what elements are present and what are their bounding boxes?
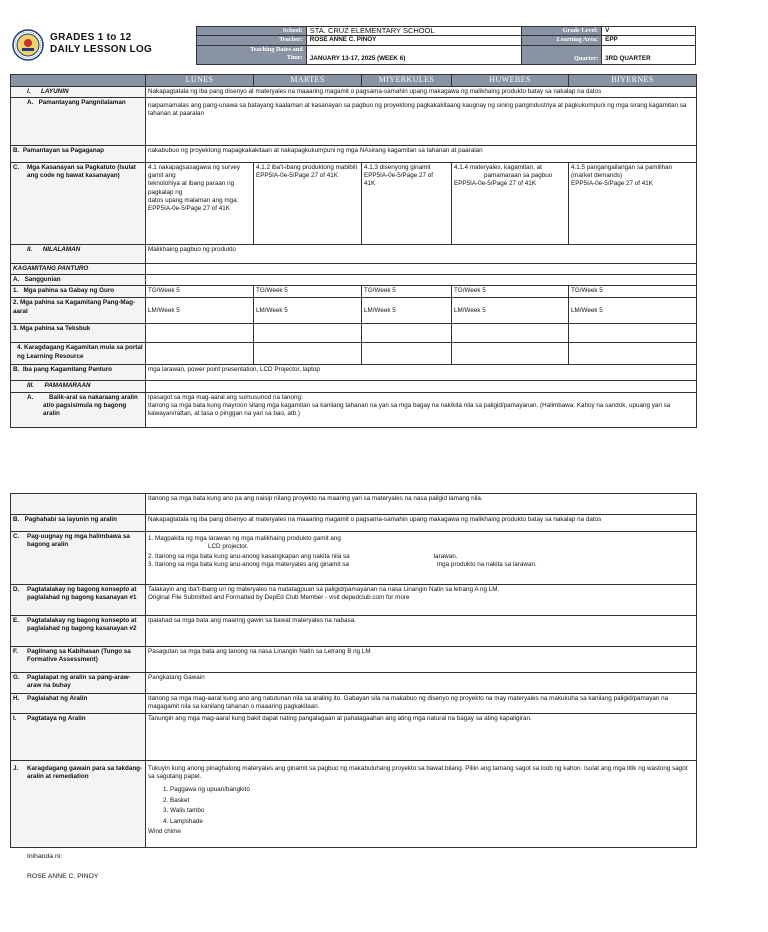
paglinang-label	[11, 647, 146, 673]
layunin-text: Nakapagtatala ng iba pang disenyo at materyales na maaaring magamit o pagsama-samahin upang makagawa ng malikhaing produkto batay sa nakalap na datos	[146, 86, 697, 97]
kasanayan-cell-mon	[146, 162, 254, 244]
day-header-blank	[11, 75, 146, 87]
row-pamantayang-pangnilalaman	[11, 97, 697, 145]
paghahabi-num: B.	[13, 516, 20, 523]
day-header-fri: BIYERNES	[569, 75, 697, 87]
pangnilalaman-title: Pamantayang Pangnilalaman	[38, 98, 126, 106]
kasanayan-tue-line1: 4.1.2 iba't-ibang produktong mabibili	[256, 163, 357, 171]
teksbuk-label: 3. Mga pahina sa Teksbuk	[11, 324, 146, 343]
learning-resource-label: 4. Karagdagang Kagamitan mula sa portal ng Learning Resource	[11, 343, 146, 365]
paghahabi-text: Nakapagtatala ng iba pang disenyo at materyales na maaaring magamit o pagsama-samahin upang makagawa ng malikhaing produkto batay sa nakalap na datos	[146, 515, 697, 532]
balik-aral-label	[11, 392, 146, 427]
iba-pang-kagamitan-title: Iba pang Kagamitang Panturo	[22, 366, 113, 374]
pagtataya-text: Tanungin ang mga mag-aaral kung bakit dapat nating pangalagaan at pahalagaahan ang ating mga natural na bagay sa ating kapaligiran.	[146, 713, 697, 760]
takdang-aralin-label	[11, 760, 146, 847]
gabay-guro-num: 1.	[13, 287, 19, 295]
kasanayan-wed-line2: 41K	[364, 180, 376, 188]
pagtataya-title: Pagtataya ng Aralin	[27, 714, 86, 722]
pag-uugnay-line3b: mga produkto na nakita sa larawan.	[436, 560, 537, 568]
pamamaraan-num: III.	[27, 382, 34, 390]
gabay-guro-label	[11, 286, 146, 298]
kasanayan-label	[11, 162, 146, 244]
talakay-2-num: E.	[13, 617, 19, 624]
gabay-guro-mon: TG/Week 5	[146, 286, 254, 298]
gabay-guro-tue: TG/Week 5	[254, 286, 362, 298]
continuation-label	[11, 494, 146, 515]
sanggunian-blank	[146, 275, 697, 286]
day-header-tue: MARTES	[254, 75, 362, 87]
gabay-guro-thu: TG/Week 5	[452, 286, 569, 298]
paglinang-title: Paglinang sa Kabihasan (Tungo sa Formative Assessment)	[27, 648, 131, 664]
pangnilalaman-text: naipamamalas ang pang-unawa sa batayang kaalaman at kasanayan sa pagbuo ng proyektong pagkakakitaang kaugnay ng sining pangindustriya at pagkukumpuni ng mga sirang kagamitan sa tahanan at paaralan	[146, 97, 697, 145]
prepared-by-name: ROSE ANNE C. PINOY	[27, 873, 99, 880]
lm-fri: LM/Week 5	[569, 298, 697, 324]
teaching-dates-label-line1: Teaching Dates and	[250, 45, 303, 53]
talakay-1-title: Pagtatalakay ng bagong konsepto at paglalahad ng bagong kasanayan #1	[27, 586, 137, 602]
nilalaman-title: NILALAMAN	[42, 245, 81, 253]
kagamitang-panturo-blank	[146, 263, 697, 274]
paglalapat-num: G.	[13, 674, 20, 681]
teaching-dates-label-line2: Time:	[286, 54, 303, 62]
continuation-text: Itanong sa mga bata kung ano pa ang naisip nilang proyekto na maaring yari sa materyales na nasa paligid lamang nila.	[146, 494, 697, 515]
teksbuk-tue	[254, 324, 362, 343]
talakay-2-title: Pagtatalakay ng bagong konsepto at paglalahad ng bagong kasanayan #2	[27, 617, 137, 633]
learning-area-label: Learning Area:	[522, 36, 602, 45]
kasanayan-title: Mga Kasanayan sa Pagkatuto (Isulat ang code ng bawat kasanayan)	[27, 163, 136, 180]
balik-aral-num: A.	[27, 393, 34, 401]
pagaganap-text: nakabubuo ng proyektong mapagkakakitaan at nakapagkukumpuni ng mga NAsirang kagamitan sa tahanan at paaralan	[146, 145, 697, 162]
teacher-value: ROSE ANNE C. PINOY	[306, 36, 522, 45]
list-item-last: Wind chime	[148, 828, 181, 836]
row-talakay-2	[11, 616, 697, 647]
row-kasanayan	[11, 162, 697, 244]
school-label: School:	[197, 27, 307, 36]
talakay-2-label	[11, 616, 146, 647]
list-item: 2. Basket	[170, 796, 694, 807]
teksbuk-thu	[452, 324, 569, 343]
pag-uugnay-label	[11, 532, 146, 585]
layunin-num: I.	[27, 87, 31, 95]
row-learning-resource	[11, 343, 697, 365]
paglalapat-text: Pangkatang Gawain	[146, 673, 697, 694]
kasanayan-thu-line2: pamamaraan sa pagbuo	[484, 172, 553, 180]
paglalahat-num: H.	[13, 695, 20, 702]
pag-uugnay-line1: 1. Magpakita ng mga larawan ng mga malikhaing produkto gamit ang	[148, 535, 341, 542]
day-header-row	[11, 75, 697, 87]
row-paghahabi	[11, 515, 697, 532]
list-item: 4. Lampshade	[170, 817, 694, 828]
teaching-dates-label	[197, 45, 307, 64]
kasanayan-mon-line1: 4.1 nakapagsasagawa ng survey gamit ang	[148, 163, 241, 180]
list-item: 3. Walis tambo	[170, 806, 694, 817]
kasanayan-wed-line1: 4.1.3 disenyong ginamit EPP5IA-0e-5/Page 27 of	[364, 163, 433, 180]
depedclub-credit: Original File Submitted and Formatted by DepEd Club Member - visit depedclub.com for more	[148, 594, 410, 602]
lesson-table-page1	[10, 74, 697, 428]
lr-mon	[146, 343, 254, 365]
nilalaman-text: Malikhaing pagbuo ng produkto	[146, 244, 697, 263]
quarter-value: 3RD QUARTER	[602, 45, 696, 64]
teacher-label: Teacher:	[197, 36, 307, 45]
paglinang-text: Pasagutan sa mga bata ang tanong na nasa Linangin Natin sa Letrang B ng LM	[146, 647, 697, 673]
row-pamantayan-pagaganap	[11, 145, 697, 162]
layunin-title: LAYUNIN	[41, 87, 69, 95]
kasanayan-cell-tue	[254, 162, 362, 244]
pangnilalaman-label	[11, 97, 146, 145]
learning-area-value: EPP	[602, 36, 696, 45]
kasanayan-thu-line3: EPP5IA-0e-5/Page 27 of 41K	[454, 180, 536, 188]
pag-uugnay-text	[146, 532, 697, 585]
lm-mon: LM/Week 5	[146, 298, 254, 324]
pag-uugnay-title: Pag-uugnay ng mga halimbawa sa bagong aralin	[27, 533, 130, 549]
lm-thu: LM/Week 5	[452, 298, 569, 324]
title-line-2: DAILY LESSON LOG	[50, 44, 153, 55]
iba-pang-kagamitan-label	[11, 365, 146, 381]
gabay-guro-wed: TG/Week 5	[362, 286, 452, 298]
row-continuation	[11, 494, 697, 515]
row-paglinang	[11, 647, 697, 673]
paglalahat-label	[11, 694, 146, 714]
grade-level-value: V	[602, 27, 696, 36]
gabay-guro-title: Mga pahina sa Gabay ng Guro	[23, 287, 115, 295]
lr-thu	[452, 343, 569, 365]
sanggunian-num: A.	[13, 276, 20, 284]
teksbuk-wed	[362, 324, 452, 343]
gabay-guro-fri: TG/Week 5	[569, 286, 697, 298]
row-gabay-guro	[11, 286, 697, 298]
row-nilalaman	[11, 244, 697, 263]
pagtataya-num: I.	[13, 714, 17, 722]
kasanayan-fri-line2: EPP5IA-0e-5/Page 27 of 41K	[571, 180, 653, 188]
row-balik-aral	[11, 392, 697, 427]
row-iba-pang-kagamitan	[11, 365, 697, 381]
title-line-1: GRADES 1 to 12	[50, 32, 132, 43]
kasanayan-mon-line4: EPP5IA-0e-5/Page 27 of 41K	[148, 205, 230, 213]
paghahabi-label	[11, 515, 146, 532]
row-pag-uugnay	[11, 532, 697, 585]
teksbuk-mon	[146, 324, 254, 343]
row-teksbuk	[11, 324, 697, 343]
paglalahat-text: Itanong sa mga mag-aaral kung ano ang natutunan nila sa araling ito. Gabayan sila na makabuo ng disenyo ng proyekto na may materyales na makukuha sa kanilang paligid/pamayan na magagamit nila sa kanilang tahanan o maaaring pagkakitaan.	[146, 694, 697, 714]
school-value: STA. CRUZ ELEMENTARY SCHOOL	[306, 27, 522, 36]
takdang-aralin-instructions: Tukuyin kung anong pinaghalong materyales ang ginamit sa pagbuo ng makabuluhang proyekto sa bawat bilang. Piliin ang tamang sagot sa loob ng kahon. Isulat ang mga titik ng wastong sagot sa sagutang papel.	[148, 764, 688, 780]
kasanayan-mon-line3: datos upang malaman ang mga:	[148, 197, 239, 205]
takdang-aralin-list	[148, 785, 694, 827]
balik-aral-title: Balik-aral sa nakaraang aralin at/o pagsisimula ng bagong aralin	[43, 393, 138, 418]
talakay-1-num: D.	[13, 586, 20, 593]
document-title	[50, 32, 152, 56]
pag-uugnay-num: C.	[13, 533, 20, 540]
lr-tue	[254, 343, 362, 365]
kasanayan-mon-line2: teknolohiya at ibang paraan ng pagkalap ng	[148, 180, 235, 196]
pamamaraan-blank	[146, 381, 697, 392]
pangnilalaman-num: A.	[27, 98, 34, 106]
lesson-log-header	[10, 26, 696, 66]
talakay-1-label	[11, 585, 146, 616]
lr-fri	[569, 343, 697, 365]
lr-wed	[362, 343, 452, 365]
talakay-1-text	[146, 585, 697, 616]
nilalaman-label	[11, 244, 146, 263]
kasanayan-tue-line2: EPP5IA-0e-5/Page 27 of 41K	[256, 172, 338, 180]
lesson-table-page2	[10, 493, 697, 848]
sanggunian-title: Sanggunian	[24, 276, 61, 284]
quarter-label: Quarter:	[522, 45, 602, 64]
paglalapat-title: Paglalapat ng aralin sa pang-araw-araw na buhay	[27, 674, 131, 690]
takdang-aralin-title: Karagdagang gawain para sa takdang-aralin at remediation	[27, 764, 143, 780]
row-paglalapat	[11, 673, 697, 694]
row-paglalahat	[11, 694, 697, 714]
day-header-thu: HUWEBES	[452, 75, 569, 87]
pag-uugnay-line2b: larawan.	[433, 552, 458, 560]
nilalaman-num: II.	[27, 245, 33, 253]
day-header-wed: MIYERKULES	[362, 75, 452, 87]
kasanayan-fri-line1: 4.1.5 pangangailangan sa pamilihan (market demands)	[571, 163, 673, 180]
sanggunian-label	[11, 275, 146, 286]
kagamitang-mag-aaral-label: 2. Mga pahina sa Kagamitang Pang-Mag-aaral	[11, 298, 146, 324]
pagaganap-title: Pamantayan sa Pagaganap	[22, 146, 105, 154]
row-pamamaraan	[11, 381, 697, 392]
header-info-table	[196, 26, 696, 65]
grade-level-label: Grade Level:	[522, 27, 602, 36]
pamamaraan-title: PAMAMARAAN	[44, 382, 91, 390]
deped-seal-icon	[12, 29, 44, 61]
paglalahat-title: Paglalahat ng Aralin	[27, 695, 88, 702]
row-kagamitang-mag-aaral	[11, 298, 697, 324]
paghahabi-title: Paghahabi sa layunin ng aralin	[24, 516, 117, 523]
lm-tue: LM/Week 5	[254, 298, 362, 324]
pag-uugnay-line3: 3. Itanong sa mga bata kung anu-anong mga materyales ang ginamit sa	[148, 560, 349, 568]
balik-aral-line1: Ipasagot sa mga mag-aaral ang sumusunod na tanong:	[148, 393, 303, 401]
row-pagtataya	[11, 713, 697, 760]
row-layunin	[11, 86, 697, 97]
day-header-mon: LUNES	[146, 75, 254, 87]
balik-aral-line2: Itanong sa mga bata kung mayroon silang mga kagamitan sa kanilang tahanan na yari sa mga bagay na nakikita nila sa paligid/pamayanan. (Halimbawa: Kahoy na sandok, upuang yari sa kawayan/rattan, at tasa o pinggan na yari sa bao, atb.)	[148, 402, 671, 418]
kasanayan-cell-fri	[569, 162, 697, 244]
pagaganap-num: B.	[13, 146, 20, 154]
kasanayan-cell-wed	[362, 162, 452, 244]
row-kagamitang-panturo	[11, 263, 697, 274]
teksbuk-fri	[569, 324, 697, 343]
row-takdang-aralin	[11, 760, 697, 847]
balik-aral-text	[146, 392, 697, 427]
teaching-dates-value: JANUARY 13-17, 2025 (WEEK 6)	[306, 45, 522, 64]
pag-uugnay-line2: 2. Itanong sa mga bata kung anu-anong kasangkapan ang nakita nila sa	[148, 552, 350, 560]
paglalapat-label	[11, 673, 146, 694]
layunin-label	[11, 86, 146, 97]
talakay-1-line1: Talakayin ang iba't-ibang uri ng materyales na matatagpuan sa paligid/pamayanan na nasa Linangin Natin sa letrang A ng LM.	[148, 586, 500, 593]
kagamitang-panturo-label: KAGAMITANG PANTURO	[11, 263, 146, 274]
paglinang-num: F.	[13, 648, 18, 655]
prepared-by-label: Inihanda ni:	[27, 853, 63, 860]
kasanayan-thu-line1: 4.1.4 materyales, kagamitan, at	[454, 163, 542, 171]
row-talakay-1	[11, 585, 697, 616]
pamamaraan-label	[11, 381, 146, 392]
pagtataya-label	[11, 713, 146, 760]
lm-wed: LM/Week 5	[362, 298, 452, 324]
iba-pang-kagamitan-num: B.	[13, 366, 20, 374]
list-item: 1. Paggawa ng upuan/bangkito	[170, 785, 694, 796]
kasanayan-cell-thu	[452, 162, 569, 244]
kasanayan-num: C.	[13, 163, 20, 171]
talakay-2-text: Ipalahad sa mga bata ang maaring gawin sa bawat materyales na nabasa.	[146, 616, 697, 647]
pag-uugnay-line1b: LCD projector.	[208, 543, 249, 551]
row-sanggunian	[11, 275, 697, 286]
takdang-aralin-num: J.	[13, 764, 19, 772]
takdang-aralin-text	[146, 760, 697, 847]
iba-pang-kagamitan-text: mga larawan, power point presentation, LCD Projector, laptop	[146, 365, 697, 381]
pagaganap-label	[11, 145, 146, 162]
